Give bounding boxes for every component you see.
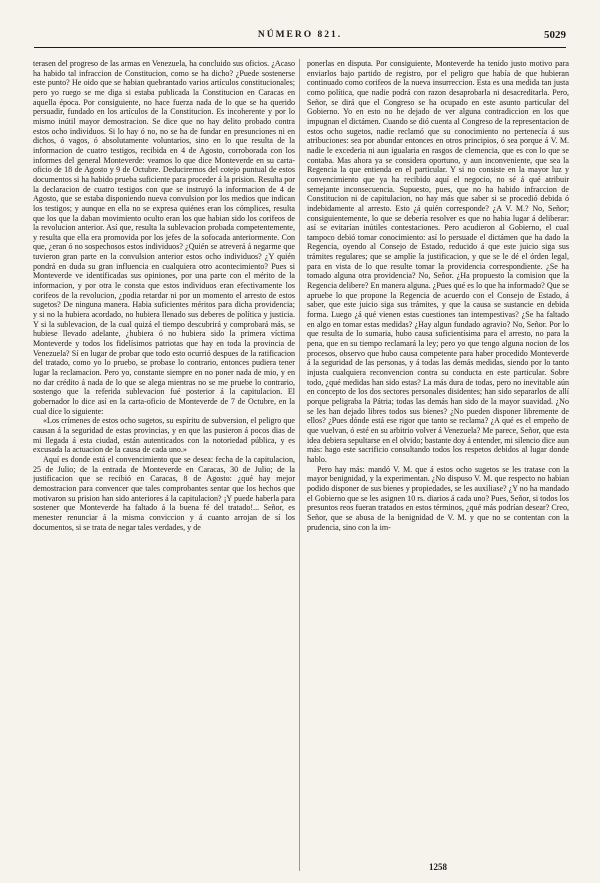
issue-number: NÚMERO 821. [257,30,343,40]
signature-number: 1258 [429,862,447,872]
paragraph: terasen del progreso de las armas en Venezuela, ha concluido sus oficios. ¿Acaso ha habido tal infraccion de Constitucion, como se ha dicho? ¿Puede sostenerse este punto? He oido que se habian quebrantado varios artículos constitucionales; pero yo ruego se me diga si estaba publicada la Constitucion en Caracas en aquella época. Por consiguiente, no hace fuerza nada de lo que se ha querido persuadir, fundado en los artículos de la Constitucion. Es incoherente y por lo mismo inútil mayor demostracion. Se dice que no hay delito probado contra estos ocho individuos. Si lo hay ó no, no se ha de fundar en presunciones ni en dichos, ó vagos, ó absolutamente voluntarios, sino en lo que resulta de la informacion de cuatro testigos, recibida en 4 de Agosto, corroborada con los informes del general Monteverde: veamos lo que dice Monteverde en su carta-oficio de 18 de Agosto y 9 de Octubre. Deduciremos del cotejo puntual de estos documentos si ha habido prueba suficiente para proceder á la prision. Resulta por la declaracion de cuatro testigos con que se instruyó la informacion de 4 de Agosto, que se estaba disponiendo nueva convulsion por los medios que indican los testigos; y aunque en ella no se expresa quiénes eran los cómplices, resulta que los que la daban movimiento oculto eran los que habian sido los corifeos de la revolucion anterior. Así que, resulta la sublevacion probada competentemente, y resulta que ella era promovida por los jefes de la sofocada anteriormente. Con que, ¿eran ó no sospechosos estos individuos? ¿Quién se atreverá á negarme que tuvieron gran parte en la convulsion anterior estos ocho individuos? ¿Y quién pondrá en duda su gran influencia en cualquiera otro acontecimiento? Pues si Monteverde ve identificadas sus opiniones, por una parte con el mérito de la informacion, y por otra le consta que estos individuos eran efectivamente los corifeos de la revolucion, ¿podia retardar ni por un momento el arresto de estos sugetos? De ninguna manera. Habia suficientes méritos para dicha providencia; y si no la hubiera acordado, no hubiera llenado sus deberes de política y justicia. Y si la sublevacion, de la cual quizá el tiempo descubrirá y comprobará más, se hubiese llevado adelante, ¿hubiera ó no hubiera sido la primera víctima Monteverde y todos los fidelísimos patriotas que hay en toda la provincia de Venezuela? Sí en lugar de probar que todo esto ocurrió despues de la ratificacion del tratado, como yo lo pruebo, se probase lo contrario, entonces pudiera tener lugar la reclamacion. Pero yo, constante siempre en no poner nada de mio, y en no dar crédito á nada de lo que se alega mientras no se me pruebe lo contrario, sostengo que la referida sublevacion fué posterior á la capitulacion. El gobernador lo dice así en la carta-oficio de Monteverde de 7 de Octubre, en la cual dice lo siguiente: [33,59,295,416]
quoted-paragraph: «Los crímenes de estos ocho sugetos, su espíritu de subversion, el peligro que causan á la seguridad de estas provincias, y en que las pusieron á pocos dias de mi llegada á esta ciudad, están autenticados con la notoriedad pública, y es excusada la actuacion de la causa de cada uno.» [33,416,295,455]
header-rule [34,47,566,48]
paragraph: Pero hay más: mandó V. M. que á estos ocho sugetos se les tratase con la mayor benignidad, y la experimentan. ¿No dispuso V. M. que respecto no habian podido disponer de sus bienes y propiedades, se les auxiliase? ¿Y no ha mandado el Gobierno que se les asignen 10 rs. diarios á cada uno? Pues, Señor, si todos los presuntos reos fueran tratados en estos términos, ¿qué más podrían desear? Creo, Señor, que se abusa de la benignidad de V. M. y que no se contentan con la prudencia, sino con la im- [307,464,569,532]
paragraph: Aquí es donde está el convencimiento que se desea: fecha de la capitulacion, 25 de Julio; de la entrada de Monteverde en Caracas, 30 de Julio; de la justificacion que se recibió en Caracas, 8 de Agosto: ¿qué hay mejor demostracion para convencer que tales comprobantes sentar que los hechos que motivaron su prision han sido anteriores á la capitulacion? ¡Y puede haberla para sostener que Monteverde ha faltado á la buena fé del tratado!... Señor, es menester renunciar á la misma conviccion y á cuanto arrojan de sí los documentos, si se trata de negar tales verdades, y de [33,454,295,532]
right-column [307,59,569,532]
page-number: 5029 [544,29,566,41]
column-divider [299,59,300,871]
left-column [33,59,295,532]
paragraph: ponerlas en disputa. Por consiguiente, Monteverde ha tenido justo motivo para enviarlos bajo partido de registro, por el peligro que había de que hubieran continuado como corifeos de la nueva insurreccion. Esta es una medida tan justa como política, que nadie podrá con razon desaprobarla ni desacreditarla. Pero, Señor, se dirá que el Congreso se ha ocupado en este asunto particular del Gobierno. Yo en esto no he dejado de ver alguna contradiccion en los que impugnan el dictámen. Cuando se dió cuenta al Congreso de la representacion de estos ocho sugetos, nadie reclamó que su conocimiento no pertenecía á sus atribuciones: sea por abundar entonces en otros principios, ó sea porque á V. M. nadie le excederia ni aun igualaria en rasgos de clemencia, que es con lo que se contaba. Mas ahora ya se considera oportuno, y aun inconveniente, que sea la Regencia la que entienda en el particular. Y si no consiste en la mayor luz y convencimiento que ya ha recibido aquí el negocio, no sé á qué atribuir semejante inconsecuencia. Supuesto, pues, que no ha habido infraccion de Constitucion ni de capitulacion, no hay más que saber si se procedió debida ó indebidamente al arresto. Esto ¿á quién corresponde? ¿A V. M.? No, Señor; consiguientemente, lo que se debería resolver es que no habia lugar á deliberar: así se evitarían inútiles contestaciones. Pero acudieron al Gobierno, el cual tampoco debió tomar conocimiento: así lo persuade el dictámen que ha dado la Regencia, oyendo al Consejo de Estado, reducido á que este juicio siga sus trámites regulares; que se amplíe la justificacion, y que se le dé el órden legal, para en vista de lo que resulte tomar la providencia correspondiente. ¿Se ha tomado alguna otra providencia? No, Señor. ¿Ha propuesto la comision que la Regencia delibere? En manera alguna. ¿Pues qué es lo que ha informado? Que se apruebe lo que propone la Regencia de acuerdo con el Consejo de Estado, á saber, que este juicio siga sus trámites, y que la causa se sustancie en debida forma. Luego ¿á qué vienen estas cuestiones tan intempestivas? ¿Se ha faltado en algo en tomar estas medidas? ¿Hay algun fundado agravio? No, Señor. Por lo que resulta de lo sumaria, hubo causa suficientísima para el arresto, no para la pena, que en su tiempo reclamará la ley; pero yo que tengo alguna nocion de los procesos, observo que hubo causa competente para haber procedido Monteverde á la seguridad de las personas, y á todas las demás medidas, siendo por lo tanto injusta cualquiera reconvencion contra su conducta en este particular. Sobre todo, ¿qué medidas han sido estas? La más dura de todas, pero no inevitable aún en concepto de los dos sectores personales disidentes; han sido separarlos de allí porque peligraba la Pátria; todas las demás han sido de la mayor suavidad. ¿No se les han dejado libres todos sus bienes? ¿No pueden disponer libremente de ellos? ¿Pues dónde está ese rigor que tanto se reclama? ¿A qué es el empeño de que vuelvan, ó esté en su arbitrio volver á Venezuela? Me parece, Señor, que esta idea debiera sepultarse en el olvido; bastante doy á entender, mi silencio dice aun más: hago este sacrificio consultando todos los respetos debidos al lugar donde hablo. [307,59,569,464]
page-header [34,28,566,44]
